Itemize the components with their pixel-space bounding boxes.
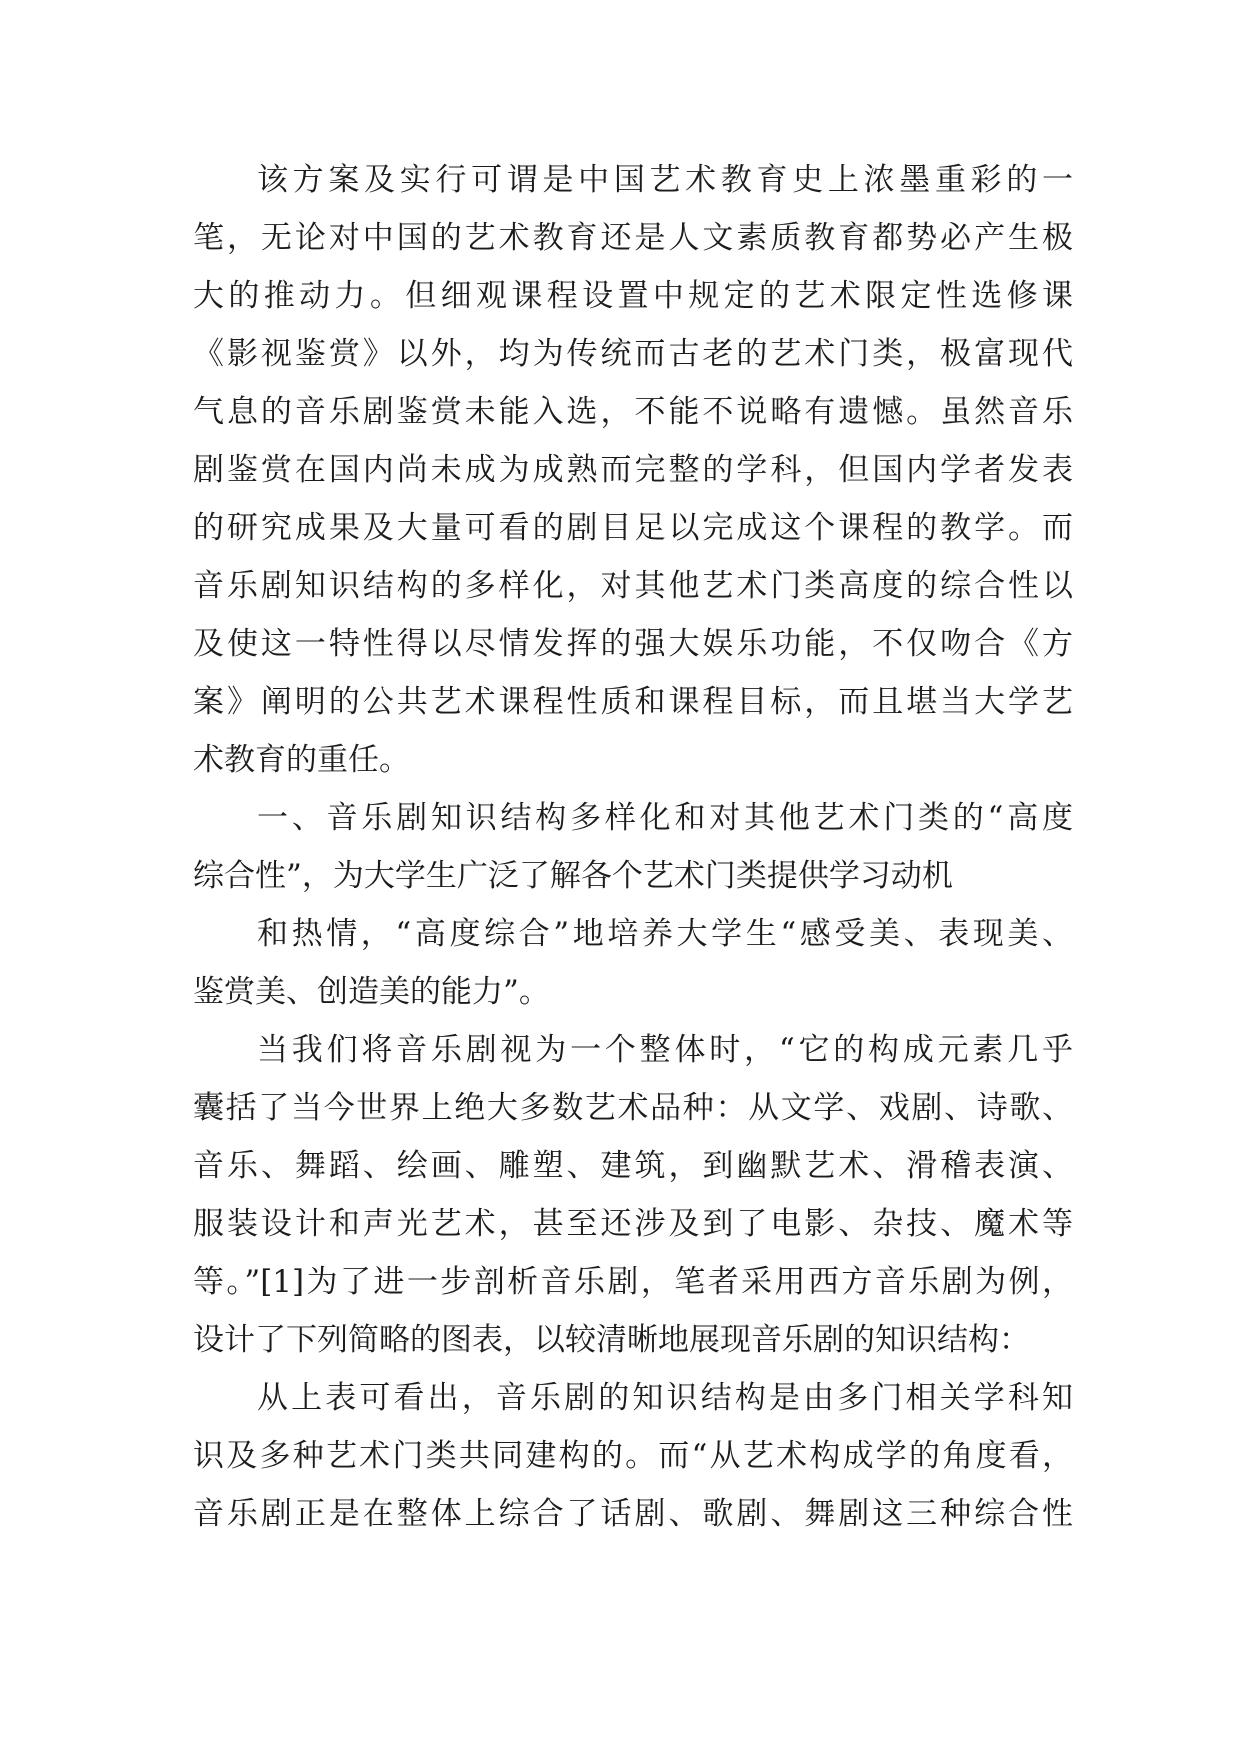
paragraph-1-line-10: 案》阐明的公共艺术课程性质和课程目标，而且堪当大学艺 [193, 684, 1073, 720]
paragraph-2-line-6: 设计了下列简略的图表，以较清晰地展现音乐剧的知识结构： [193, 1322, 1030, 1358]
paragraph-2-line-3: 音乐、舞蹈、绘画、雕塑、建筑，到幽默艺术、滑稽表演、 [193, 1148, 1073, 1184]
paragraph-1-line-1: 该方案及实行可谓是中国艺术教育史上浓墨重彩的一 [257, 162, 1073, 198]
paragraph-1-line-4: 《影视鉴赏》以外，均为传统而古老的艺术门类，极富现代 [193, 336, 1073, 372]
section-heading-line-1: 一、音乐剧知识结构多样化和对其他艺术门类的“高度 [257, 800, 1073, 836]
paragraph-1-line-9: 及使这一特性得以尽情发挥的强大娱乐功能，不仅吻合《方 [193, 626, 1073, 662]
paragraph-1-line-7: 的研究成果及大量可看的剧目足以完成这个课程的教学。而 [193, 510, 1073, 546]
paragraph-2-line-5: 等。”[1]为了进一步剖析音乐剧，笔者采用西方音乐剧为例， [193, 1264, 1073, 1300]
paragraph-1-line-11: 术教育的重任。 [193, 742, 410, 778]
paragraph-2-line-2: 囊括了当今世界上绝大多数艺术品种：从文学、戏剧、诗歌、 [193, 1090, 1073, 1126]
paragraph-1-line-8: 音乐剧知识结构的多样化，对其他艺术门类高度的综合性以 [193, 568, 1073, 604]
paragraph-3-line-1: 从上表可看出，音乐剧的知识结构是由多门相关学科知 [257, 1380, 1073, 1416]
paragraph-3-line-2: 识及多种艺术门类共同建构的。而“从艺术构成学的角度看， [193, 1438, 1073, 1474]
paragraph-2-line-4: 服装设计和声光艺术，甚至还涉及到了电影、杂技、魔术等 [193, 1206, 1073, 1242]
section-heading-cont-line-1: 和热情，“高度综合”地培养大学生“感受美、表现美、 [257, 916, 1073, 952]
paragraph-1-line-2: 笔，无论对中国的艺术教育还是人文素质教育都势必产生极 [193, 220, 1073, 256]
paragraph-1-line-3: 大的推动力。但细观课程设置中规定的艺术限定性选修课 [193, 278, 1073, 314]
paragraph-1-line-5: 气息的音乐剧鉴赏未能入选，不能不说略有遗憾。虽然音乐 [193, 394, 1073, 430]
paragraph-3-line-3: 音乐剧正是在整体上综合了话剧、歌剧、舞剧这三种综合性 [193, 1496, 1073, 1532]
paragraph-1-line-6: 剧鉴赏在国内尚未成为成熟而完整的学科，但国内学者发表 [193, 452, 1073, 488]
section-heading-cont-line-2: 鉴赏美、创造美的能力”。 [193, 974, 550, 1010]
section-heading-line-2: 综合性”，为大学生广泛了解各个艺术门类提供学习动机 [193, 858, 953, 894]
paragraph-2-line-1: 当我们将音乐剧视为一个整体时，“它的构成元素几乎 [257, 1032, 1073, 1068]
